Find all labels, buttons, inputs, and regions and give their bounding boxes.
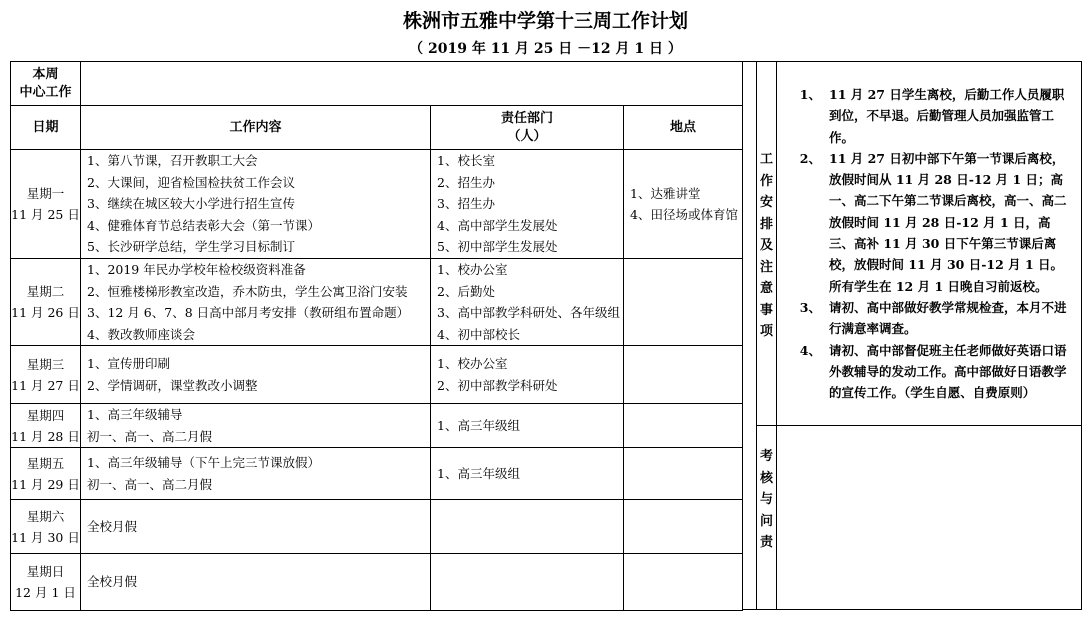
- day-cell: [11, 346, 81, 404]
- dept-item: 2、后勤处: [437, 283, 495, 299]
- place-cell: [624, 500, 743, 554]
- place-cell: [624, 404, 743, 448]
- day-name: 星期日: [26, 564, 65, 579]
- content-item: 5、长沙研学总结，学生学习目标制订: [87, 239, 295, 255]
- note-item: 2、 11 月 27 日初中部下午第一节课后离校，放假时间从 11 月 28 日-12 月 1 日；高一、高二下午第二节课后离校，高一、高二放假时间 11 月 28 日-12 月 1 日，高三、高补 11 月 30 日下午第三节课后离校，放假时间 11 月 30 日-12 月 1 日。所有学生在 12 月 1 日晚自习前返校。: [799, 150, 1067, 294]
- content-item: 2、大课间，迎省检国检扶贫工作会议: [87, 174, 295, 190]
- content-item: 全校月假: [87, 574, 138, 590]
- day-date: 12 月 1 日: [15, 585, 76, 600]
- content-cell: [81, 346, 431, 404]
- content-item: 初一、高一、高二月假: [87, 476, 213, 492]
- dept-item: 1、高三年级组: [437, 465, 520, 481]
- dept-item: 3、高中部教学科研处、各年级组: [437, 305, 620, 320]
- header-row: [11, 106, 743, 150]
- place-item: 4、田径场或体育馆: [630, 207, 738, 222]
- day-row-tuesday: [11, 259, 743, 346]
- side-label-column: [756, 61, 777, 610]
- place-cell: [624, 259, 743, 346]
- content-item: 3、12 月 6、7、8 日高中部月考安排（教研组布置命题）: [87, 305, 410, 320]
- assessment-label: 考 核 与 问 责: [759, 449, 773, 550]
- day-date: 11 月 27 日: [11, 377, 80, 393]
- day-date: 11 月 30 日: [11, 529, 80, 545]
- divider: [777, 425, 1081, 426]
- day-name: 星期五: [26, 455, 65, 471]
- content-cell: [81, 554, 431, 611]
- weekly-plan-table: [10, 61, 743, 611]
- day-row-friday: [11, 448, 743, 500]
- dept-cell: [431, 346, 624, 404]
- dept-item: 1、校办公室: [437, 356, 508, 371]
- day-date: 11 月 25 日: [11, 207, 80, 222]
- dept-cell: [431, 554, 624, 611]
- center-work-content: [81, 62, 743, 106]
- center-work-row: [11, 62, 743, 106]
- day-name: 星期三: [26, 356, 65, 372]
- dept-item: 2、初中部教学科研处: [437, 377, 558, 393]
- day-cell: [11, 150, 81, 259]
- content-item: 1、高三年级辅导: [87, 407, 183, 422]
- dept-item: 1、校办公室: [437, 262, 508, 277]
- note-item: 1、 11 月 27 日学生离校，后勤工作人员履职到位，不早退。后勤管理人员加强监管工作。: [799, 87, 1065, 145]
- content-item: 1、宣传册印刷: [87, 356, 170, 371]
- content-item: 全校月假: [87, 518, 138, 534]
- dept-item: 4、初中部校长: [437, 326, 520, 342]
- dept-item: 4、高中部学生发展处: [437, 217, 558, 233]
- content-item: 1、2019 年民办学校年检校级资料准备: [87, 262, 306, 277]
- notes-list: [777, 84, 1077, 403]
- content-item: 4、教改教师座谈会: [87, 326, 195, 342]
- day-row-monday: [11, 150, 743, 259]
- content-cell: [81, 150, 431, 259]
- content-item: 1、高三年级辅导（下午上完三节课放假）: [87, 455, 320, 470]
- day-row-sunday: [11, 554, 743, 611]
- content-item: 4、健雅体育节总结表彰大会（第一节课）: [87, 217, 320, 233]
- day-row-wednesday: [11, 346, 743, 404]
- center-work-label: 本周 中心工作: [11, 62, 81, 106]
- day-cell: [11, 404, 81, 448]
- day-cell: [11, 554, 81, 611]
- day-cell: [11, 448, 81, 500]
- column-gap: [742, 61, 756, 610]
- dept-cell: [431, 150, 624, 259]
- content-cell: [81, 259, 431, 346]
- notes-panel: [777, 61, 1082, 610]
- place-item: 1、达雅讲堂: [630, 185, 701, 201]
- day-name: 星期四: [26, 407, 65, 423]
- place-cell: [624, 150, 743, 259]
- dept-item: 5、初中部学生发展处: [437, 239, 558, 255]
- divider: [757, 425, 776, 426]
- note-item: 4、 请初、高中部督促班主任老师做好英语口语外教辅导的发动工作。高中部做好日语教学的宣传工作。（学生自愿、自费原则）: [799, 342, 1067, 401]
- content-item: 3、继续在城区较大小学进行招生宣传: [87, 196, 295, 212]
- dept-cell: [431, 259, 624, 346]
- header-content: 工作内容: [81, 106, 431, 150]
- content-item: 1、第八节课，召开教职工大会: [87, 153, 258, 169]
- day-cell: [11, 259, 81, 346]
- day-date: 11 月 28 日: [11, 428, 80, 444]
- dept-item: 1、高三年级组: [437, 417, 520, 433]
- day-name: 星期一: [26, 186, 65, 201]
- day-cell: [11, 500, 81, 554]
- day-date: 11 月 29 日: [11, 476, 80, 492]
- day-name: 星期二: [26, 284, 65, 299]
- dept-item: 2、招生办: [437, 174, 495, 190]
- place-cell: [624, 554, 743, 611]
- header-date: 日期: [11, 106, 81, 150]
- dept-item: 1、校长室: [437, 153, 495, 169]
- place-cell: [624, 346, 743, 404]
- day-row-thursday: [11, 404, 743, 448]
- dept-cell: [431, 500, 624, 554]
- content-item: 2、学情调研，课堂教改小调整: [87, 377, 258, 393]
- content-cell: [81, 448, 431, 500]
- day-row-saturday: [11, 500, 743, 554]
- content-item: 初一、高一、高二月假: [87, 428, 213, 444]
- note-item: 3、 请初、高中部做好教学常规检查，本月不进行满意率调查。: [799, 299, 1067, 337]
- dept-item: 3、招生办: [437, 196, 495, 212]
- day-name: 星期六: [26, 508, 65, 524]
- content-cell: [81, 404, 431, 448]
- document-title: 株洲市五雅中学第十三周工作计划: [402, 10, 688, 32]
- content-item: 2、恒雅楼梯形教室改造，乔木防虫，学生公寓卫浴门安装: [87, 283, 408, 299]
- date-range-subtitle: （ 2019 年 11 月 25 日 －12 月 1 日 ）: [409, 41, 682, 57]
- header-place: 地点: [624, 106, 743, 150]
- header-dept: 责任部门 （人）: [431, 106, 624, 150]
- content-cell: [81, 500, 431, 554]
- dept-cell: [431, 404, 624, 448]
- dept-cell: [431, 448, 624, 500]
- place-cell: [624, 448, 743, 500]
- arrangement-label: 工 作 安 排 及 注 意 事 项: [759, 152, 773, 339]
- day-date: 11 月 26 日: [11, 305, 80, 320]
